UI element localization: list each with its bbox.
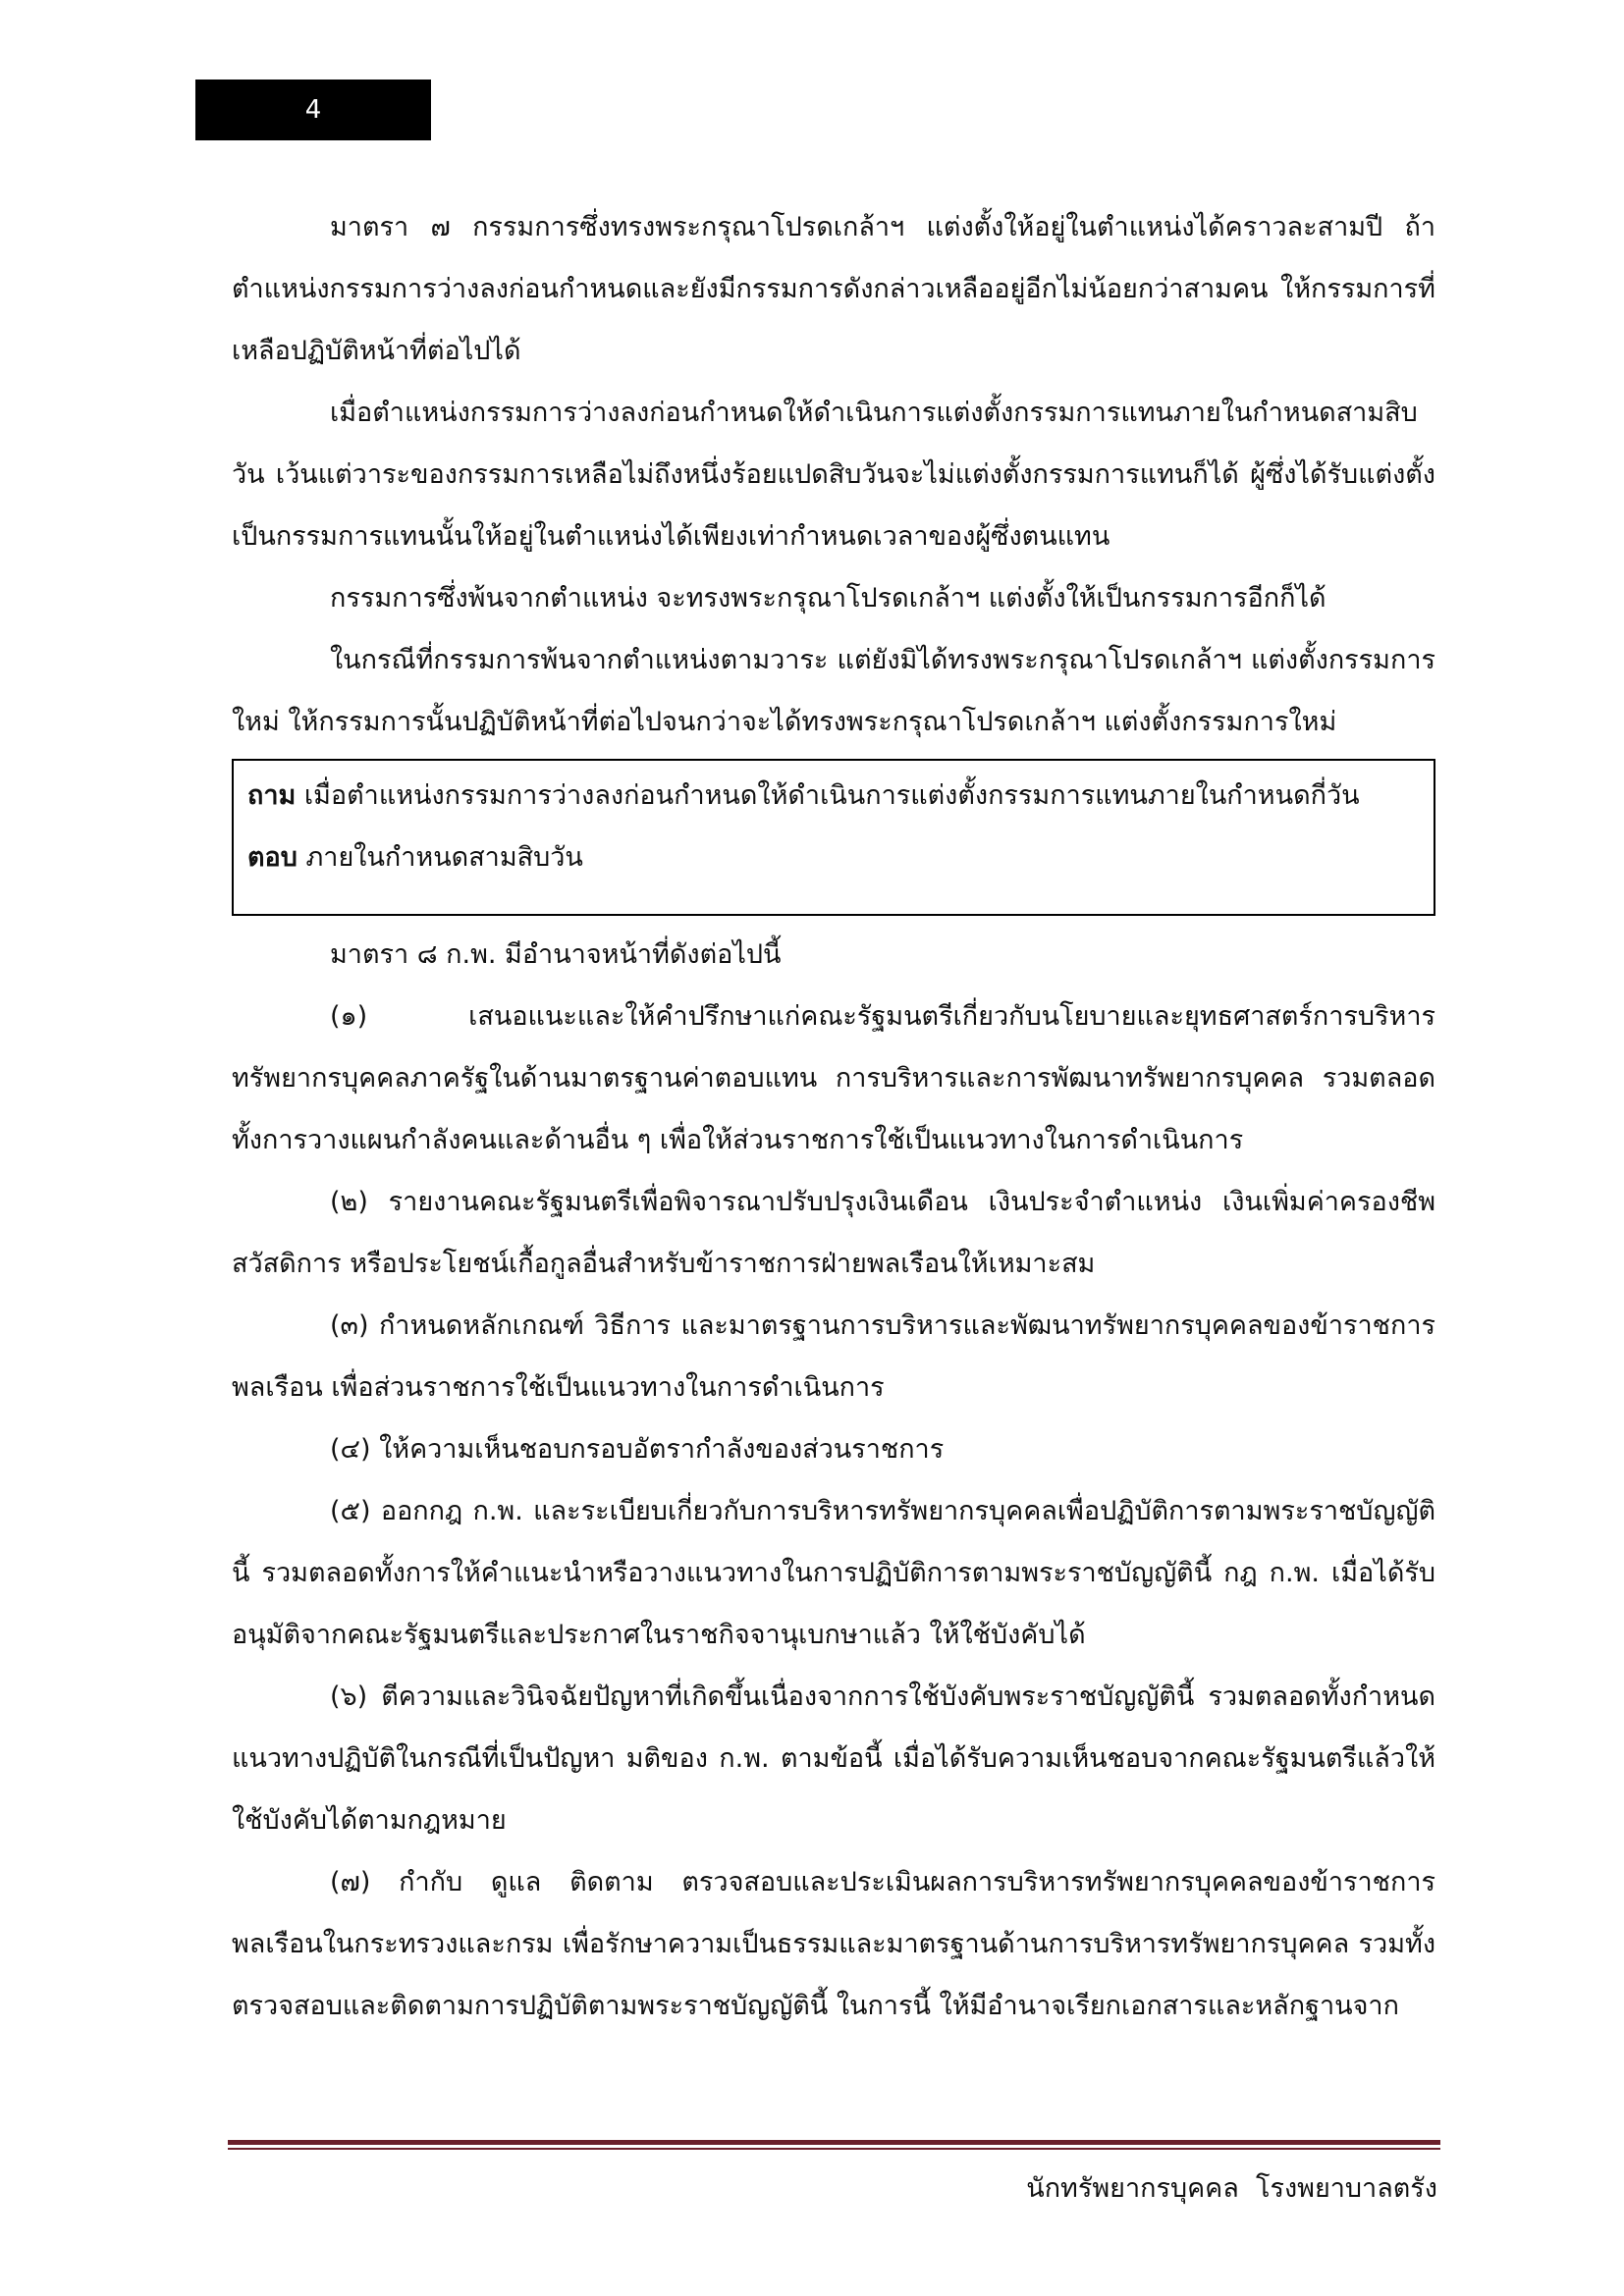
paragraph-item-1: (๑) เสนอแนะและให้คำปรึกษาแก่คณะรัฐมนตรีเกี่ยวกับนโยบายและยุทธศาสตร์การบริหารทรัพยากรบุคคลภาครัฐในด้านมาตรฐานค่าตอบแทน การบริหารและการพัฒนาทรัพยากรบุคคล รวมตลอดทั้งการวางแผนกำลังคนและด้านอื่น ๆ เพื่อให้ส่วนราชการใช้เป็นแนวทางในการดำเนินการ (232, 1001, 1435, 1155)
paragraph-item-7: (๗) กำกับ ดูแล ติดตาม ตรวจสอบและประเมินผลการบริหารทรัพยากรบุคคลของข้าราชการพลเรือนในกระทรวงและกรม เพื่อรักษาความเป็นธรรมและมาตรฐานด้านการบริหารทรัพยากรบุคคล รวมทั้งตรวจสอบและติดตามการปฏิบัติตามพระราชบัญญัตินี้ ในการนี้ ให้มีอำนาจเรียกเอกสารและหลักฐานจาก (232, 1867, 1435, 2021)
paragraph-vacancy-appointment: เมื่อตำแหน่งกรรมการว่างลงก่อนกำหนดให้ดำเนินการแต่งตั้งกรรมการแทนภายในกำหนดสามสิบวัน เว้นแต่วาระของกรรมการเหลือไม่ถึงหนึ่งร้อยแปดสิบวันจะไม่แต่งตั้งกรรมการแทนก็ได้ ผู้ซึ่งได้รับแต่งตั้งเป็นกรรมการแทนนั้นให้อยู่ในตำแหน่งได้เพียงเท่ากำหนดเวลาของผู้ซึ่งตนแทน (232, 398, 1435, 552)
paragraph-item-2: (๒) รายงานคณะรัฐมนตรีเพื่อพิจารณาปรับปรุงเงินเดือน เงินประจำตำแหน่ง เงินเพิ่มค่าครองชีพ สวัสดิการ หรือประโยชน์เกื้อกูลอื่นสำหรับข้าราชการฝ่ายพลเรือนให้เหมาะสม (232, 1187, 1435, 1279)
answer-text: ภายในกำหนดสามสิบวัน (305, 842, 583, 873)
question-text: เมื่อตำแหน่งกรรมการว่างลงก่อนกำหนดให้ดำเนินการแต่งตั้งกรรมการแทนภายในกำหนดกี่วัน (303, 780, 1360, 811)
footer-divider-thin (228, 2148, 1440, 2150)
qa-answer (247, 827, 1420, 888)
qa-box (232, 759, 1435, 916)
paragraph-item-5: (๕) ออกกฎ ก.พ. และระเบียบเกี่ยวกับการบริหารทรัพยากรบุคคลเพื่อปฏิบัติการตามพระราชบัญญัตินี้ รวมตลอดทั้งการให้คำแนะนำหรือวางแนวทางในการปฏิบัติการตามพระราชบัญญัตินี้ กฎ ก.พ. เมื่อได้รับอนุมัติจากคณะรัฐมนตรีและประกาศในราชกิจจานุเบกษาแล้ว ให้ใช้บังคับได้ (232, 1496, 1435, 1650)
paragraph-section-8: มาตรา ๘ ก.พ. มีอำนาจหน้าที่ดังต่อไปนี้ (330, 939, 782, 970)
footer-divider-thick (228, 2140, 1440, 2145)
question-label: ถาม (247, 780, 297, 811)
paragraph-item-6: (๖) ตีความและวินิจฉัยปัญหาที่เกิดขึ้นเนื่องจากการใช้บังคับพระราชบัญญัตินี้ รวมตลอดทั้งกำหนดแนวทางปฏิบัติในกรณีที่เป็นปัญหา มติของ ก.พ. ตามข้อนี้ เมื่อได้รับความเห็นชอบจากคณะรัฐมนตรีแล้วให้ใช้บังคับได้ตามกฎหมาย (232, 1682, 1435, 1836)
document-body (232, 196, 1435, 2037)
paragraph-item-3: (๓) กำหนดหลักเกณฑ์ วิธีการ และมาตรฐานการบริหารและพัฒนาทรัพยากรบุคคลของข้าราชการพลเรือน เพื่อส่วนราชการใช้เป็นแนวทางในการดำเนินการ (232, 1310, 1435, 1403)
footer-text: นักทรัพยากรบุคคล โรงพยาบาลตรัง (1026, 2173, 1437, 2204)
page-number: 4 (304, 95, 322, 125)
qa-question (247, 765, 1420, 827)
paragraph-item-4: (๔) ให้ความเห็นชอบกรอบอัตรากำลังของส่วนราชการ (330, 1434, 945, 1465)
paragraph-term-expiry: ในกรณีที่กรรมการพ้นจากตำแหน่งตามวาระ แต่ยังมิได้ทรงพระกรุณาโปรดเกล้าฯ แต่งตั้งกรรมการใหม่ ให้กรรมการนั้นปฏิบัติหน้าที่ต่อไปจนกว่าจะได้ทรงพระกรุณาโปรดเกล้าฯ แต่งตั้งกรรมการใหม่ (232, 645, 1435, 737)
answer-label: ตอบ (247, 842, 298, 873)
paragraph-reappointment: กรรมการซึ่งพ้นจากตำแหน่ง จะทรงพระกรุณาโปรดเกล้าฯ แต่งตั้งให้เป็นกรรมการอีกก็ได้ (330, 583, 1326, 614)
paragraph-section-7: มาตรา ๗ กรรมการซึ่งทรงพระกรุณาโปรดเกล้าฯ แต่งตั้งให้อยู่ในตำแหน่งได้คราวละสามปี ถ้าตำแหน่งกรรมการว่างลงก่อนกำหนดและยังมีกรรมการดังกล่าวเหลืออยู่อีกไม่น้อยกว่าสามคน ให้กรรมการที่เหลือปฏิบัติหน้าที่ต่อไปได้ (232, 212, 1435, 366)
page-number-tab (195, 80, 431, 140)
